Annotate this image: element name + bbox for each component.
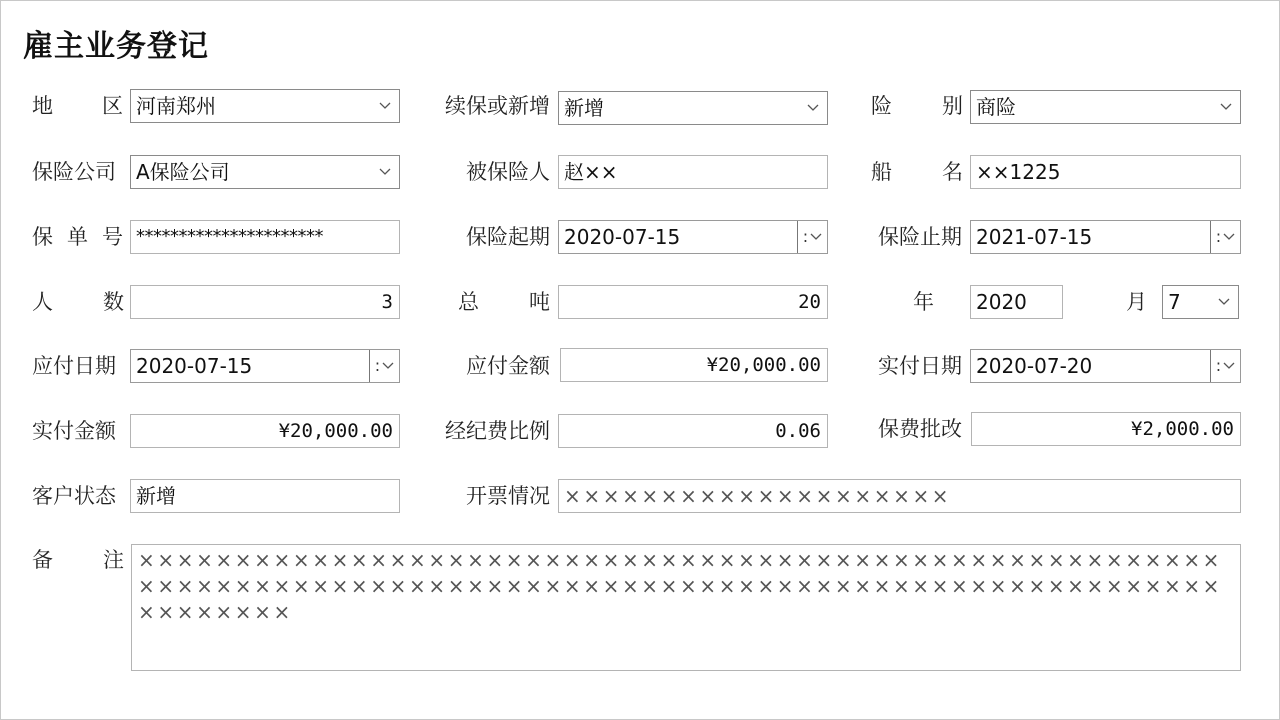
separator-colon: : xyxy=(802,227,809,246)
start-date-picker[interactable] xyxy=(558,220,828,254)
separator-colon: : xyxy=(374,356,381,375)
ship-name-label-char-2: 名 xyxy=(942,160,963,184)
amount-paid-label: 实付金额 xyxy=(32,419,116,443)
brokerage-ratio-label: 经纪费比例 xyxy=(445,419,550,443)
insured-label: 被保险人 xyxy=(466,160,550,184)
renew-or-new-label: 续保或新增 xyxy=(445,94,550,118)
renew-or-new-select[interactable] xyxy=(558,91,828,125)
remarks-label-char-2: 注 xyxy=(103,548,124,572)
region-value: 河南郑州 xyxy=(136,94,216,118)
premium-adjust-label: 保费批改 xyxy=(878,417,962,441)
ship-name-label-char-1: 船 xyxy=(871,160,892,184)
customer-status-input[interactable]: 新增 xyxy=(130,479,400,513)
region-label-char-1: 地 xyxy=(32,94,53,118)
due-date-picker[interactable] xyxy=(130,349,400,383)
total-tonnage-label-char-1: 总 xyxy=(458,290,479,314)
region-label-char-2: 区 xyxy=(102,94,123,118)
headcount-input[interactable]: 3 xyxy=(130,285,400,319)
total-tonnage-input[interactable]: 20 xyxy=(558,285,828,319)
region-label xyxy=(32,89,123,123)
paid-date-picker[interactable] xyxy=(970,349,1241,383)
insurer-label: 保险公司 xyxy=(32,160,116,184)
calendar-dropdown-icon[interactable] xyxy=(369,350,399,382)
end-date-picker[interactable] xyxy=(970,220,1241,254)
insured-input[interactable]: 赵×× xyxy=(558,155,828,189)
policy-no-label-char-3: 号 xyxy=(102,225,123,249)
remarks-label-char-1: 备 xyxy=(32,548,53,572)
headcount-label-char-2: 数 xyxy=(103,290,124,314)
due-date-value: 2020-07-15 xyxy=(136,354,253,378)
chevron-down-icon[interactable] xyxy=(805,92,821,124)
start-date-label: 保险起期 xyxy=(466,225,550,249)
amount-due-label: 应付金额 xyxy=(466,354,550,378)
amount-due-input[interactable]: ¥20,000.00 xyxy=(560,348,828,382)
policy-no-label-char-1: 保 xyxy=(32,225,53,249)
customer-status-label: 客户状态 xyxy=(32,484,116,508)
premium-adjust-input[interactable]: ¥2,000.00 xyxy=(971,412,1241,446)
headcount-label-char-1: 人 xyxy=(32,290,53,314)
end-date-label: 保险止期 xyxy=(878,225,962,249)
start-date-value: 2020-07-15 xyxy=(564,225,681,249)
calendar-dropdown-icon[interactable] xyxy=(1210,350,1240,382)
policy-no-label-char-2: 单 xyxy=(67,225,88,249)
insurance-type-value: 商险 xyxy=(976,95,1016,119)
month-select[interactable] xyxy=(1162,285,1239,319)
chevron-down-icon[interactable] xyxy=(377,90,393,122)
ship-name-label xyxy=(871,155,963,189)
month-label: 月 xyxy=(1126,290,1147,314)
calendar-dropdown-icon[interactable] xyxy=(797,221,827,253)
remarks-textarea[interactable]: ×××××××××××××××××××××××××××××××××××××××××××××××××××××××××××××××××××××××××××××××××××××××××××××××××××××××××××××××××××××××× xyxy=(131,544,1241,671)
calendar-dropdown-icon[interactable] xyxy=(1210,221,1240,253)
renew-or-new-value: 新增 xyxy=(564,96,604,120)
invoice-status-input[interactable]: ×××××××××××××××××××× xyxy=(558,479,1241,513)
chevron-down-icon[interactable] xyxy=(1216,286,1232,318)
insurer-value: A保险公司 xyxy=(136,160,230,184)
insurance-type-label-char-2: 别 xyxy=(942,94,963,118)
due-date-label: 应付日期 xyxy=(32,354,116,378)
month-value: 7 xyxy=(1168,290,1181,314)
insurance-type-select[interactable] xyxy=(970,90,1241,124)
year-label: 年 xyxy=(913,290,934,314)
separator-colon: : xyxy=(1215,227,1222,246)
invoice-status-label: 开票情况 xyxy=(466,484,550,508)
page-title: 雇主业务登记 xyxy=(23,29,209,64)
policy-no-input[interactable]: ********************** xyxy=(130,220,400,254)
year-input[interactable]: 2020 xyxy=(970,285,1063,319)
total-tonnage-label xyxy=(458,285,550,319)
amount-paid-input[interactable]: ¥20,000.00 xyxy=(130,414,400,448)
chevron-down-icon[interactable] xyxy=(1218,91,1234,123)
chevron-down-icon[interactable] xyxy=(377,156,393,188)
brokerage-ratio-input[interactable]: 0.06 xyxy=(558,414,828,448)
paid-date-value: 2020-07-20 xyxy=(976,354,1093,378)
insurer-select[interactable] xyxy=(130,155,400,189)
end-date-value: 2021-07-15 xyxy=(976,225,1093,249)
separator-colon: : xyxy=(1215,356,1222,375)
paid-date-label: 实付日期 xyxy=(878,354,962,378)
region-select[interactable] xyxy=(130,89,400,123)
insurance-type-label-char-1: 险 xyxy=(871,94,892,118)
remarks-label xyxy=(32,543,124,577)
headcount-label xyxy=(32,285,124,319)
insurance-type-label xyxy=(871,89,963,123)
ship-name-input[interactable]: ××1225 xyxy=(970,155,1241,189)
policy-no-label xyxy=(32,220,123,254)
total-tonnage-label-char-2: 吨 xyxy=(529,290,550,314)
